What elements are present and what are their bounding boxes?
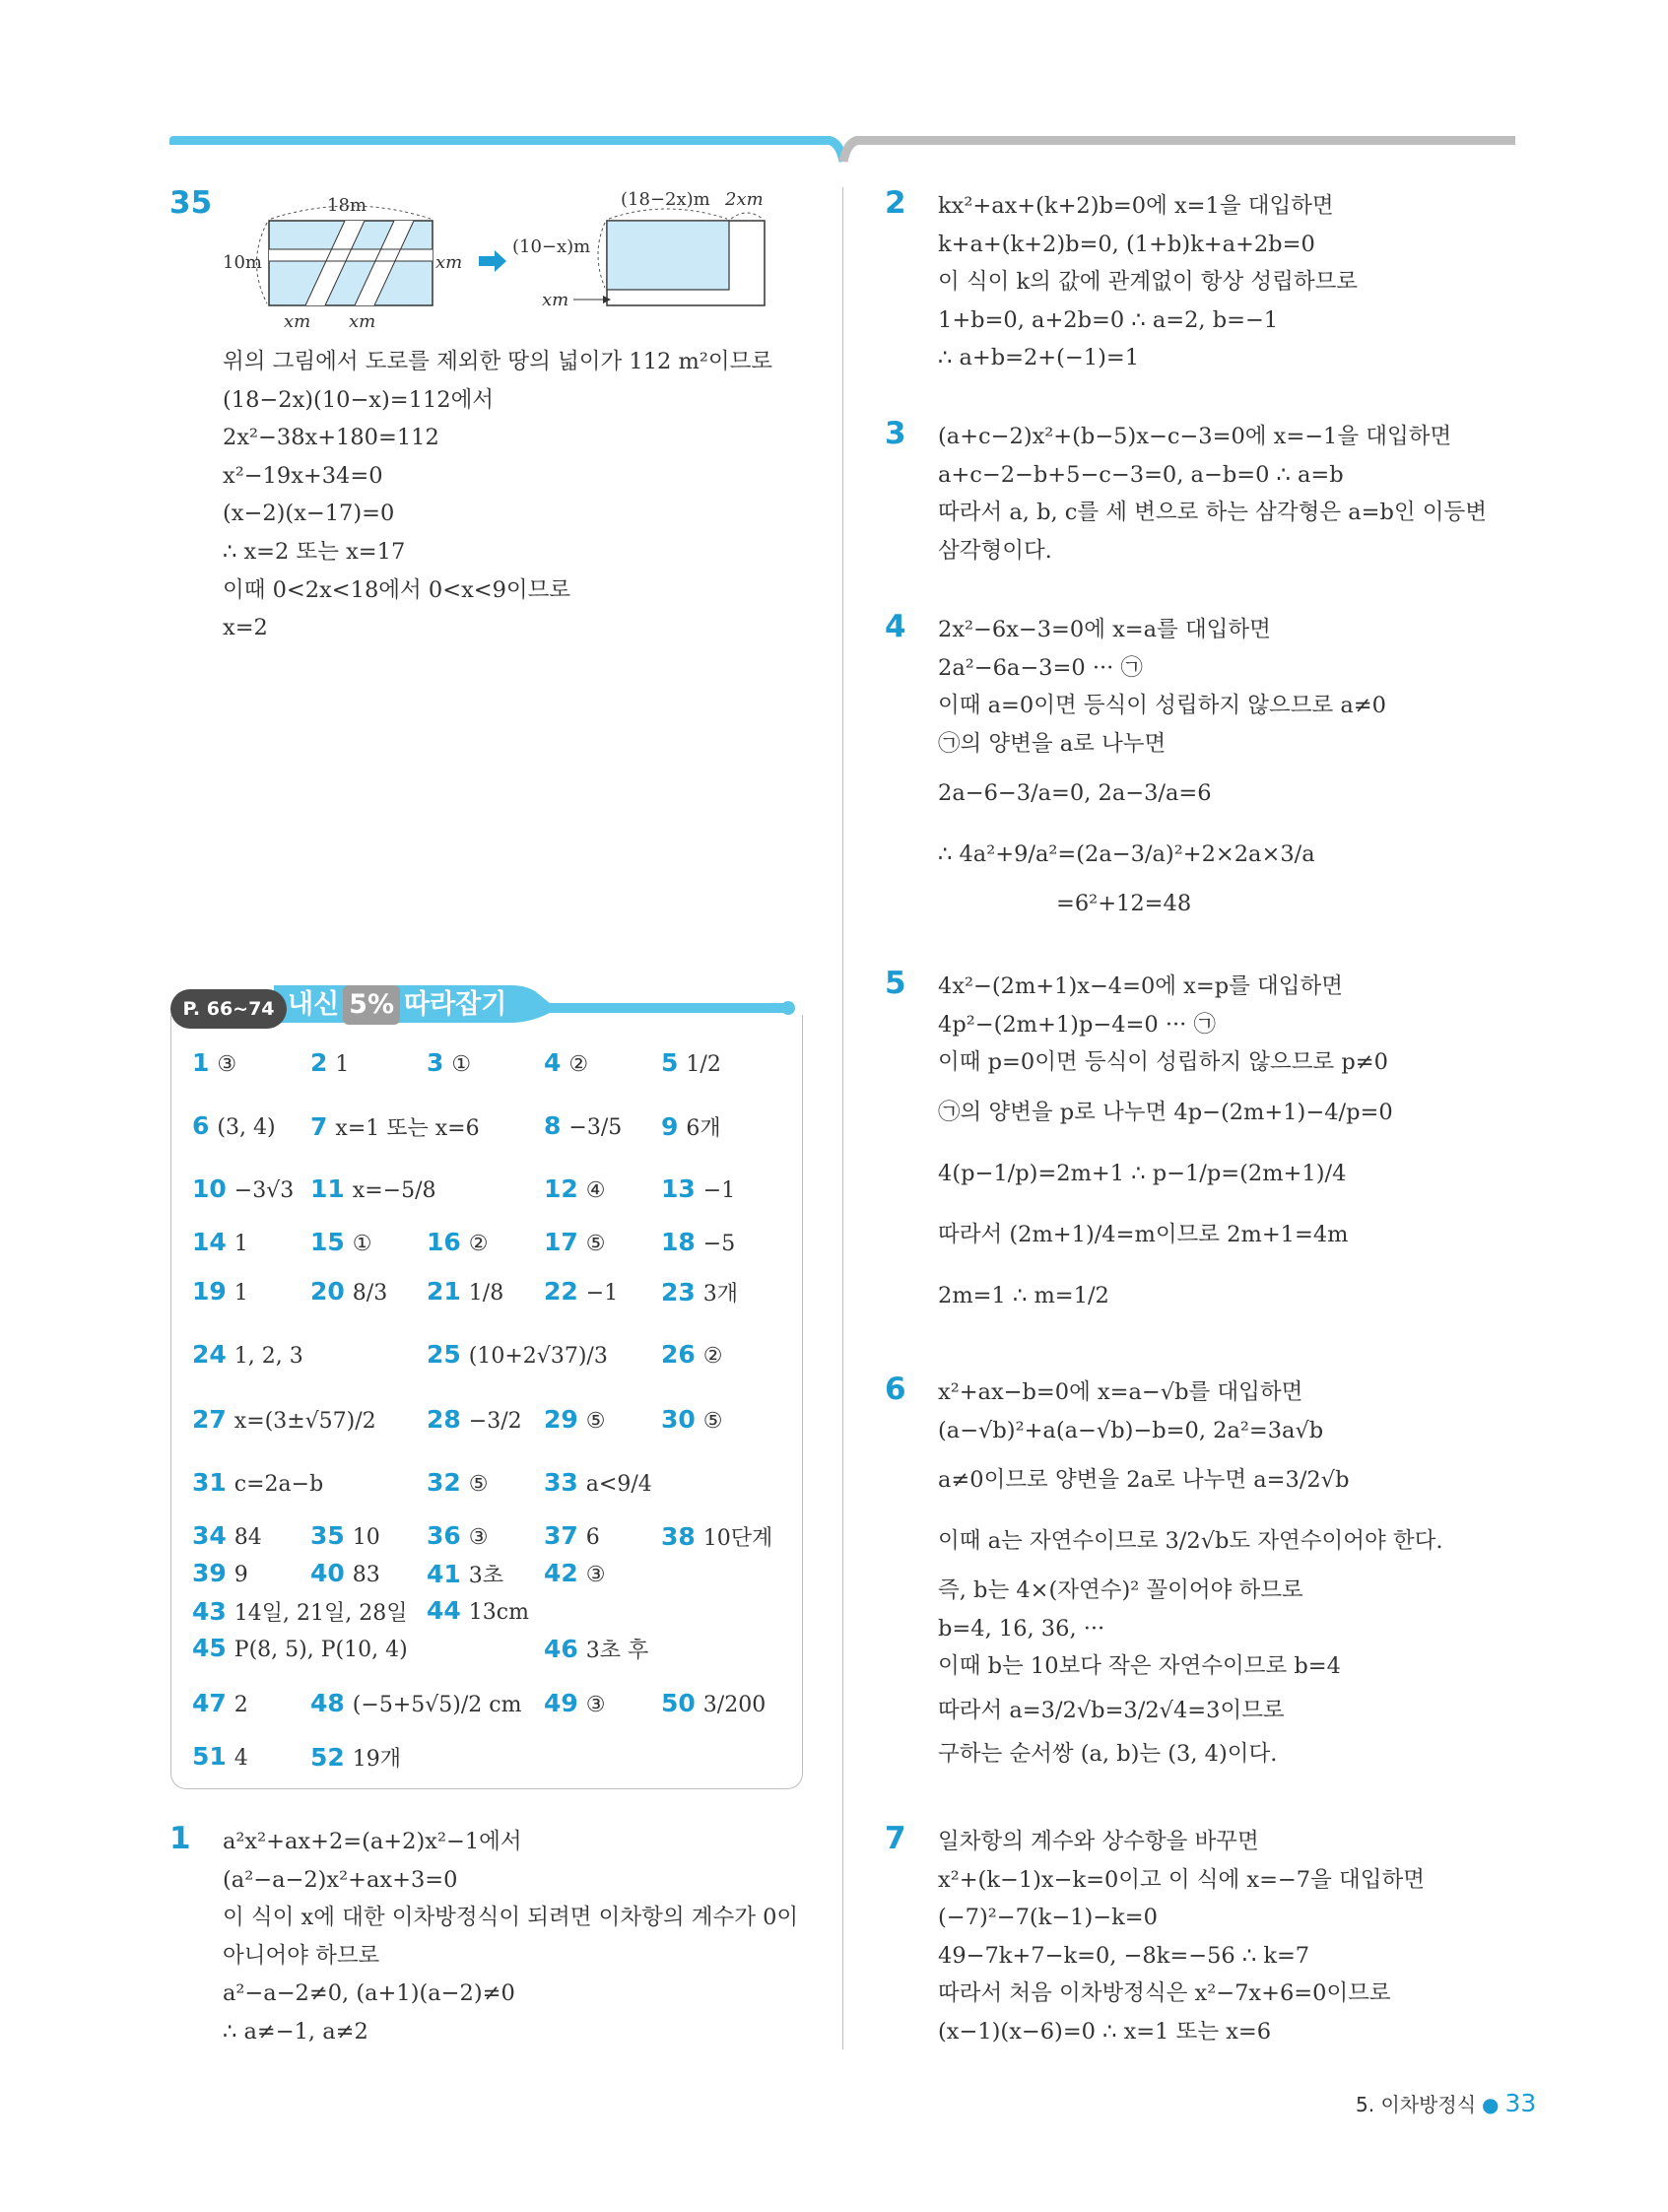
solution-line: 이때 a=0이면 등식이 성립하지 않으므로 a≠0 [938, 693, 1386, 719]
arrow-icon [479, 250, 506, 272]
chapter-title: 5. 이차방정식 [1356, 2093, 1477, 2116]
solution-line: 1+b=0, a+2b=0 ∴ a=2, b=−1 [938, 306, 1279, 333]
answer-item: 12 ④ [544, 1174, 606, 1203]
solution-line: x²−19x+34=0 [223, 462, 383, 489]
answer-item: 47 2 [192, 1689, 248, 1717]
answer-item: 32 ⑤ [427, 1468, 489, 1497]
solution-line: 따라서 (2m+1)/4=m이므로 2m+1=4m [938, 1221, 1349, 1247]
label-2xm: 2xm [725, 189, 764, 210]
answer-item: 24 1, 2, 3 [192, 1340, 303, 1369]
answer-item: 46 3초 후 [544, 1635, 649, 1663]
solution-line: ∴ 4a²+9/a²=(2a−3/a)²+2×2a×3/a [938, 841, 1315, 868]
answer-item: 29 ⑤ [544, 1405, 606, 1434]
solution-line: (x−1)(x−6)=0 ∴ x=1 또는 x=6 [938, 2018, 1272, 2044]
answer-item: 34 84 [192, 1521, 262, 1550]
answer-item: 28 −3/2 [427, 1405, 522, 1434]
solution-line: 아니어야 하므로 [223, 1942, 380, 1969]
problem-35-solution [223, 343, 772, 647]
solution-line: kx²+ax+(k+2)b=0에 x=1을 대입하면 [938, 193, 1334, 219]
solution-line: 구하는 순서쌍 (a, b)는 (3, 4)이다. [938, 1740, 1278, 1767]
problem-number-2: 2 [885, 185, 906, 221]
answer-item: 7 x=1 또는 x=6 [310, 1112, 480, 1141]
solution-line: a²−a−2≠0, (a+1)(a−2)≠0 [223, 1980, 515, 2007]
label-xm-bottom1: xm [284, 311, 311, 332]
answer-item: 9 6개 [661, 1112, 721, 1141]
solution-line: (a−√b)²+a(a−√b)−b=0, 2a²=3a√b [938, 1417, 1324, 1443]
solution-line: 2a−6−3/a=0, 2a−3/a=6 [938, 780, 1212, 807]
answer-item: 51 4 [192, 1742, 248, 1771]
solution-line: =6²+12=48 [1056, 891, 1192, 917]
bullet-icon: ● [1482, 2093, 1500, 2116]
answer-item: 5 1/2 [661, 1048, 721, 1077]
label-xm-right: xm [435, 252, 463, 273]
label-18m: 18m [327, 195, 367, 216]
result-inner-rect [607, 221, 729, 290]
answer-item: 52 19개 [310, 1743, 402, 1772]
solution-line: k+a+(k+2)b=0, (1+b)k+a+2b=0 [938, 231, 1315, 257]
solution-line: a²x²+ax+2=(a+2)x²−1에서 [223, 1829, 522, 1854]
answer-item: 38 10단계 [661, 1522, 773, 1551]
problem-number-3: 3 [885, 416, 906, 451]
label-10m: 10m [223, 252, 262, 273]
solution-line: ㉠의 양변을 a로 나누면 [938, 730, 1167, 757]
solution-line: 이 식이 k의 값에 관계없이 항상 성립하므로 [938, 269, 1359, 296]
solution-line: 이때 a는 자연수이므로 3/2√b도 자연수이어야 한다. [938, 1528, 1443, 1555]
label-18-2x: (18−2x)m [621, 189, 710, 210]
answer-item: 3 ① [427, 1048, 472, 1077]
answer-item: 50 3/200 [661, 1689, 767, 1717]
solution-line: ∴ x=2 또는 x=17 [223, 538, 406, 565]
answer-title-a: 내신 [288, 989, 340, 1020]
solution-line: 일차항의 계수와 상수항을 바꾸면 [938, 1829, 1259, 1854]
problem-35-diagram [217, 185, 788, 333]
problem-3-solution [938, 418, 1487, 570]
problem-7-solution [938, 1823, 1425, 2051]
answer-item: 19 1 [192, 1277, 248, 1306]
answer-item: 26 ② [661, 1340, 723, 1369]
solution-line: 삼각형이다. [938, 537, 1052, 564]
problem-4-solution [938, 611, 1386, 923]
solution-line: x²+ax−b=0에 x=a−√b를 대입하면 [938, 1379, 1303, 1405]
answer-item: 18 −5 [661, 1228, 736, 1256]
answer-item: 15 ① [310, 1228, 372, 1256]
answer-item: 22 −1 [544, 1277, 619, 1306]
header-bar-gray [845, 136, 1515, 145]
label-10-x: (10−x)m [512, 236, 591, 257]
answer-item: 21 1/8 [427, 1277, 504, 1306]
solution-line: 4x²−(2m+1)x−4=0에 x=p를 대입하면 [938, 973, 1343, 999]
answer-item: 14 1 [192, 1228, 248, 1256]
answer-item: 37 6 [544, 1521, 600, 1550]
label-xm-bottom2: xm [349, 311, 376, 332]
answer-item: 6 (3, 4) [192, 1111, 276, 1140]
answer-item: 40 83 [310, 1559, 380, 1587]
answer-item: 27 x=(3±√57)/2 [192, 1405, 376, 1434]
answer-item: 4 ② [544, 1048, 589, 1077]
answer-item: 31 c=2a−b [192, 1468, 324, 1497]
solution-line: (a+c−2)x²+(b−5)x−c−3=0에 x=−1을 대입하면 [938, 424, 1452, 449]
page-footer [1356, 2089, 1536, 2117]
problem-1-solution [223, 1823, 798, 2051]
problem-number-4: 4 [885, 609, 906, 644]
solution-line: a≠0이므로 양변을 2a로 나누면 a=3/2√b [938, 1467, 1350, 1494]
solution-line: 2a²−6a−3=0 ··· ㉠ [938, 654, 1143, 681]
answer-item: 45 P(8, 5), P(10, 4) [192, 1634, 408, 1662]
label-xm-r: xm [542, 290, 569, 310]
answer-item: 43 14일, 21일, 28일 [192, 1597, 408, 1626]
solution-line: 49−7k+7−k=0, −8k=−56 ∴ k=7 [938, 1942, 1310, 1969]
solution-line: ∴ a≠−1, a≠2 [223, 2018, 368, 2044]
answer-item: 41 3초 [427, 1560, 504, 1588]
problem-2-solution [938, 187, 1358, 377]
solution-line: a+c−2−b+5−c−3=0, a−b=0 ∴ a=b [938, 461, 1344, 488]
answer-item: 35 10 [310, 1521, 380, 1550]
answer-item: 49 ③ [544, 1689, 606, 1717]
answer-item: 36 ③ [427, 1521, 489, 1550]
answer-item: 44 13cm [427, 1596, 529, 1625]
problem-number-5: 5 [885, 966, 906, 1001]
answer-item: 10 −3√3 [192, 1174, 295, 1203]
problem-6-solution [938, 1374, 1443, 1774]
solution-line: 따라서 처음 이차방정식은 x²−7x+6=0이므로 [938, 1980, 1391, 2007]
answer-item: 8 −3/5 [544, 1111, 623, 1140]
answer-pages-label: P. 66~74 [170, 989, 287, 1029]
problem-number-7: 7 [885, 1821, 906, 1856]
solution-line: 이 식이 x에 대한 이차방정식이 되려면 이차항의 계수가 0이 [223, 1905, 799, 1931]
answer-item: 13 −1 [661, 1174, 736, 1203]
answer-item: 42 ③ [544, 1559, 606, 1587]
column-divider [842, 187, 843, 2049]
solution-line: 이때 0<2x<18에서 0<x<9이므로 [223, 576, 571, 603]
problem-5-solution [938, 968, 1393, 1326]
solution-line: 이때 p=0이면 등식이 성립하지 않으므로 p≠0 [938, 1049, 1388, 1076]
problem-number-35: 35 [169, 185, 213, 221]
solution-line: (x−2)(x−17)=0 [223, 501, 395, 527]
solution-line: 따라서 a, b, c를 세 변으로 하는 삼각형은 a=b인 이등변 [938, 500, 1487, 526]
solution-line: 즉, b는 4×(자연수)² 꼴이어야 하므로 [938, 1577, 1303, 1604]
solution-line: 위의 그림에서 도로를 제외한 땅의 넓이가 112 m²이므로 [223, 349, 773, 374]
answer-item: 39 9 [192, 1559, 248, 1587]
solution-line: 4(p−1/p)=2m+1 ∴ p−1/p=(2m+1)/4 [938, 1160, 1347, 1186]
solution-line: ㉠의 양변을 p로 나누면 4p−(2m+1)−4/p=0 [938, 1099, 1393, 1125]
solution-line: 2x²−6x−3=0에 x=a를 대입하면 [938, 617, 1271, 642]
answer-item: 33 a<9/4 [544, 1468, 652, 1497]
problem-number-1: 1 [169, 1821, 191, 1856]
answer-item: 48 (−5+5√5)/2 cm [310, 1689, 522, 1717]
answer-item: 16 ② [427, 1228, 489, 1256]
answer-item: 1 ③ [192, 1048, 237, 1077]
answer-item: 17 ⑤ [544, 1228, 606, 1256]
solution-line: (a²−a−2)x²+ax+3=0 [223, 1866, 458, 1893]
solution-line: (−7)²−7(k−1)−k=0 [938, 1905, 1158, 1931]
answer-item: 30 ⑤ [661, 1405, 723, 1434]
answer-item: 25 (10+2√37)/3 [427, 1340, 608, 1369]
answer-item: 2 1 [310, 1048, 350, 1077]
solution-line: 4p²−(2m+1)p−4=0 ··· ㉠ [938, 1011, 1216, 1038]
answer-item: 23 3개 [661, 1278, 739, 1307]
solution-line: 따라서 a=3/2√b=3/2√4=3이므로 [938, 1697, 1285, 1723]
problem-number-6: 6 [885, 1372, 906, 1407]
answer-title [288, 985, 506, 1025]
solution-line: 이때 b는 10보다 작은 자연수이므로 b=4 [938, 1653, 1341, 1680]
solution-line: 2x²−38x+180=112 [223, 425, 439, 451]
solution-line: x=2 [223, 615, 268, 641]
answer-item: 20 8/3 [310, 1277, 388, 1306]
solution-line: 2m=1 ∴ m=1/2 [938, 1282, 1109, 1308]
header-notch [826, 136, 861, 166]
header-bar-blue [169, 136, 839, 145]
answer-item: 11 x=−5/8 [310, 1174, 436, 1203]
page-number: 33 [1504, 2089, 1537, 2117]
answer-title-b: 따라잡기 [404, 989, 507, 1020]
solution-line: (18−2x)(10−x)=112에서 [223, 386, 495, 413]
solution-line: x²+(k−1)x−k=0이고 이 식에 x=−7을 대입하면 [938, 1866, 1425, 1893]
solution-line: ∴ a+b=2+(−1)=1 [938, 345, 1140, 371]
solution-line: b=4, 16, 36, ··· [938, 1615, 1105, 1642]
answer-title-five: 5% [343, 985, 400, 1025]
